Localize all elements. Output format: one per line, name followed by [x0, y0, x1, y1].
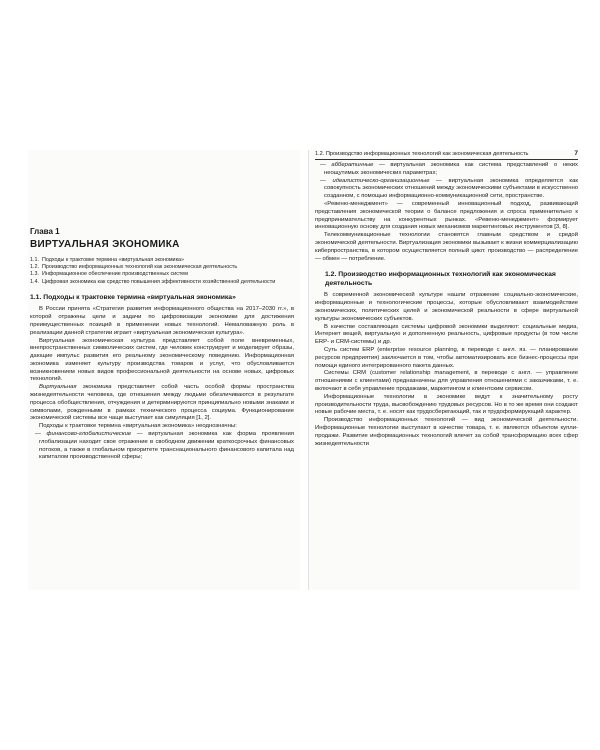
paragraph: В качестве составляющих системы цифровой экономики выделяют: социальные медиа, Интернет вещей, виртуальную и дополненную реальность, цифровые продукты (в том числе ERP- и CRM-системы) и др. — [315, 323, 578, 346]
toc-item-number: 1.1. — [30, 257, 39, 263]
paragraph: Телекоммуникационные технологии становятся главным средством и средой экономической деятельности. Виртуализация экономики вызывает к жизни коммерциализацию киберпространства, в котором осуществляется полный цикл: производство — распределение — обмен — потребление. — [315, 232, 578, 262]
toc-item-number: 1.2. — [30, 264, 39, 271]
paragraph: Системы CRM (customer relationship management, в переводе с англ. — управление отношениями с клиентами) предназначены для управления отношениями с заказчиками, т. е. включают в себя управление продажами, маркетингом и клиентским сервисом. — [315, 370, 578, 392]
emphasis-term: финансово-глобалистические — [46, 431, 132, 438]
list-item — [315, 162, 578, 178]
left-page — [28, 150, 300, 590]
paragraph: «Ревеню-менеджмент» — современный инновационный подход, развивающий представления экономической теории о балансе предложения и спроса применительно к предпринимательству на конкурентных рынках. «Ревеню-менеджмент» формирует инновационную основу для создания новых механизмов маркетинговых инструментов [3, 8]. — [315, 200, 578, 231]
paragraph — [30, 384, 294, 423]
paragraph: Информационные технологии в экономике ведут к значительному росту производительности труда, высвобождению трудовых ресурсов. Но в то же время они создают новые рабочие места, т. е. носят как трудосберегающий, так и трудоформирующий характер. — [315, 393, 578, 416]
emphasis-term: аббератинные — [331, 162, 374, 168]
toc-item-text: Подходы к трактовке термина «виртуальная экономика» — [42, 257, 185, 263]
toc-item-text: Производство информационных технологий как экономическая деятельность — [42, 264, 238, 271]
paragraph: В России принята «Стратегия развития информационного общества на 2017–2030 гг.», в которой отражены цели и задачи по цифровизации экономики для достижения преимущественных позиций в применении новых технологий. Немаловажную роль в реализации данной стратегии играет «виртуальная экономическая культура». — [30, 306, 294, 336]
toc-item — [30, 279, 294, 286]
list-item — [30, 431, 294, 462]
page-number: 7 — [574, 150, 578, 157]
running-head-title: 1.2. Производство информационных технологий как экономическая деятельность — [315, 151, 529, 157]
toc-item-number: 1.4. — [30, 278, 39, 285]
emphasis-term: идеалистическо-организационные — [332, 177, 430, 184]
approach-list — [315, 162, 578, 201]
toc-item — [30, 271, 294, 278]
section-heading: 1.1. Подходы к трактовке термина «виртуальная экономика» — [30, 293, 236, 301]
toc-item-text: Цифровая экономика как средство повышения эффективности хозяйственной деятельности — [42, 278, 276, 285]
paragraph: Виртуальная экономическая культура представляет собой поле вневременных, внепространственных символических систем, где человек конструирует и моделирует образы, дающие импульс развития его реальному экономическому поведению. Информационная экономика изменяет культуру производства товаров и услуг, что обусловливается возникновением новых видов профессиональной деятельности на основе новых, цифровых технологий. — [30, 337, 294, 383]
approach-list — [30, 431, 294, 462]
paragraph: Суть систем ERP (enterprise resource planning, в переводе с англ. яз. — планирование ресурсов предприятия) заключается в том, чтобы автоматизировать все бизнес-процессы при помощи единого интегрированного пакета данных. — [315, 346, 578, 369]
toc-item-text: Информационное обеспечение производственных систем — [42, 271, 189, 278]
section-heading: 1.2. Производство информационных технологий как экономическая деятельность — [325, 271, 556, 287]
paragraph: В современной экономической культуре нашли отражение социально-экономические, информационные и технологические процессы, которые обусловливают взаимодействие экономических, политических целей и экономической реальности в сфере виртуальной культуры экономических субъектов. — [315, 292, 578, 322]
right-page — [308, 150, 580, 590]
emphasis-term: Виртуальная экономика — [39, 384, 112, 391]
paragraph: Производство информационных технологий — вид экономической деятельности. Информационные технологии выступают в качестве товара, т. е. являются объектом купли-продажи. Развитие информационных технологий влечет за собой трансформацию всех сфер жизнедеятельности — [315, 417, 578, 447]
paragraph-text: представляет собой часть особой формы пространства жизнедеятельности человека, где отношения между людьми обезличиваются в результате процесса обобществления, отчуждения и детерминируются принципиально новыми знаками и символами, рожденными в рамках технического процесса социума. Функционирование экономической системы все чаще выступает как симуляция [1, 2]. — [30, 384, 294, 422]
list-item-text: — виртуальная экономика как система представлений о неких неощутимых экономических параметрах; — [324, 162, 579, 176]
toc-item — [30, 264, 294, 271]
list-item-text: — виртуальная экономика как форма проявления глобализации находит свое отражение в свободном движении краткосрочных финансовых потоков, а также в глобальном приоритете транснационального финансового капитала над капиталом производственной сферы; — [39, 431, 294, 461]
chapter-contents — [30, 257, 294, 286]
paragraph: Подходы к трактовке термина «виртуальная экономика» неоднозначны: — [39, 423, 237, 430]
chapter-title: ВИРТУАЛЬНАЯ ЭКОНОМИКА — [30, 239, 180, 250]
list-item-text: — виртуальная экономика определяется как совокупность экономических отношений между экономическими субъектами в искусственно созданном, с помощью информационно-коммуникационной сети, пространстве. — [324, 177, 578, 200]
chapter-label: Глава 1 — [30, 227, 60, 236]
toc-item-number: 1.3. — [30, 271, 39, 278]
list-item — [315, 178, 578, 201]
running-head — [315, 150, 578, 160]
